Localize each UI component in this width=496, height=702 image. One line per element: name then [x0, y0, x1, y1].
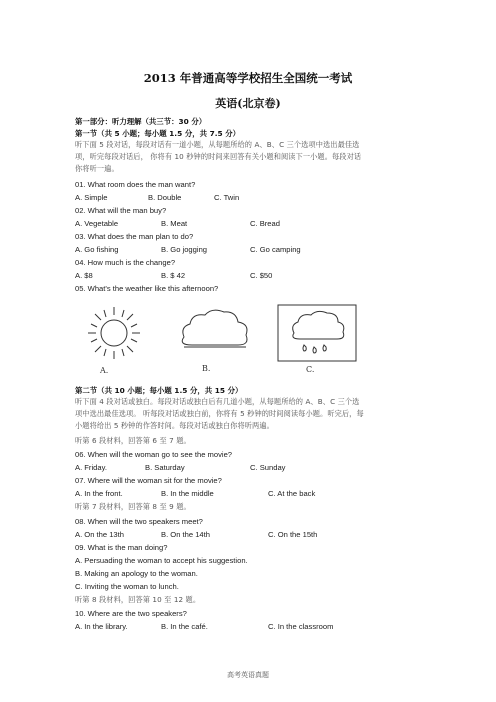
question-9: 09. What is the man doing?	[75, 543, 168, 552]
q4-option-a: A. $8	[75, 271, 93, 280]
q3-option-a: A. Go fishing	[75, 245, 119, 254]
section2-instructions-line1: 听下面 4 段对话或独白。每段对话或独白后有几道小题，从每题所给的 A、B、C 三个选	[75, 397, 360, 406]
question-2: 02. What will the man buy?	[75, 206, 167, 215]
cloud-icon	[170, 303, 260, 375]
q1-option-c: C. Twin	[214, 193, 240, 202]
q7-option-a: A. In the front.	[75, 489, 123, 498]
picture-b-label: B.	[202, 364, 211, 373]
question-7: 07. Where will the woman sit for the movie?	[75, 476, 222, 485]
q7-option-b: B. In the middle	[161, 489, 214, 498]
exam-subtitle: 英语(北京卷)	[215, 97, 281, 110]
q10-option-c: C. In the classroom	[268, 622, 334, 631]
q8-option-c: C. On the 15th	[268, 530, 318, 539]
exam-title: 2013 年普通高等学校招生全国统一考试	[143, 71, 353, 85]
q8-option-a: A. On the 13th	[75, 530, 124, 539]
question-10: 10. Where are the two speakers?	[75, 609, 187, 618]
q7-option-c: C. At the back	[268, 489, 316, 498]
section1-instructions-line1: 听下面 5 段对话，每段对话有一道小题，从每题所给的 A、B、C 三个选项中选出最佳选	[75, 140, 360, 149]
question-4: 04. How much is the change?	[75, 258, 176, 267]
question-3: 03. What does the man plan to do?	[75, 232, 194, 241]
q2-option-c: C. Bread	[250, 219, 280, 228]
q2-option-a: A. Vegetable	[75, 219, 119, 228]
material-6-prompt: 听第 6 段材料，回答第 6 至 7 题。	[75, 436, 191, 445]
q3-option-c: C. Go camping	[250, 245, 301, 254]
q9-option-b: B. Making an apology to the woman.	[75, 569, 198, 578]
material-8-prompt: 听第 8 段材料，回答第 10 至 12 题。	[75, 595, 201, 604]
page-footer: 高考英语真题	[227, 671, 269, 679]
section2-instructions-line2: 项中选出最佳选项。 听每段对话或独白前，你将有 5 秒钟的时间阅读每小题。听完后，每	[75, 409, 364, 418]
question-1: 01. What room does the man want?	[75, 180, 196, 189]
picture-a-label: A.	[100, 366, 109, 375]
section2-heading: 第二节（共 10 小题；每小题 1.5 分，共 15 分）	[75, 386, 243, 395]
question-8: 08. When will the two speakers meet?	[75, 517, 203, 526]
q9-option-a: A. Persuading the woman to accept his suggestion.	[75, 556, 248, 565]
sun-icon	[74, 303, 154, 375]
q6-option-c: C. Sunday	[250, 463, 286, 472]
section1-instructions-line3: 你将听一遍。	[75, 164, 119, 173]
q4-option-b: B. $ 42	[161, 271, 186, 280]
part1-heading: 第一部分：听力理解（共三节：30 分）	[75, 117, 207, 126]
q1-option-b: B. Double	[148, 193, 182, 202]
section1-heading: 第一节（共 5 小题；每小题 1.5 分，共 7.5 分）	[75, 129, 241, 138]
material-7-prompt: 听第 7 段材料，回答第 8 至 9 题。	[75, 502, 191, 511]
rain-cloud-icon	[276, 303, 360, 375]
q10-option-b: B. In the café.	[161, 622, 208, 631]
question-5: 05. What's the weather like this afternoon?	[75, 284, 219, 293]
q3-option-b: B. Go jogging	[161, 245, 208, 254]
q4-option-c: C. $50	[250, 271, 273, 280]
q8-option-b: B. On the 14th	[161, 530, 210, 539]
section2-instructions-line3: 小题将给出 5 秒钟的作答时间。每段对话或独白你将听两遍。	[75, 421, 274, 430]
q1-option-a: A. Simple	[75, 193, 108, 202]
q2-option-b: B. Meat	[161, 219, 188, 228]
q6-option-b: B. Saturday	[145, 463, 185, 472]
section1-instructions-line2: 项，听完每段对话后， 你将有 10 秒钟的时间来回答有关小题和阅读下一小题。每段对话	[75, 152, 362, 161]
q6-option-a: A. Friday.	[75, 463, 107, 472]
q10-option-a: A. In the library.	[75, 622, 128, 631]
picture-c-label: C.	[306, 365, 315, 374]
q9-option-c: C. Inviting the woman to lunch.	[75, 582, 179, 591]
question-6: 06. When will the woman go to see the movie?	[75, 450, 233, 459]
